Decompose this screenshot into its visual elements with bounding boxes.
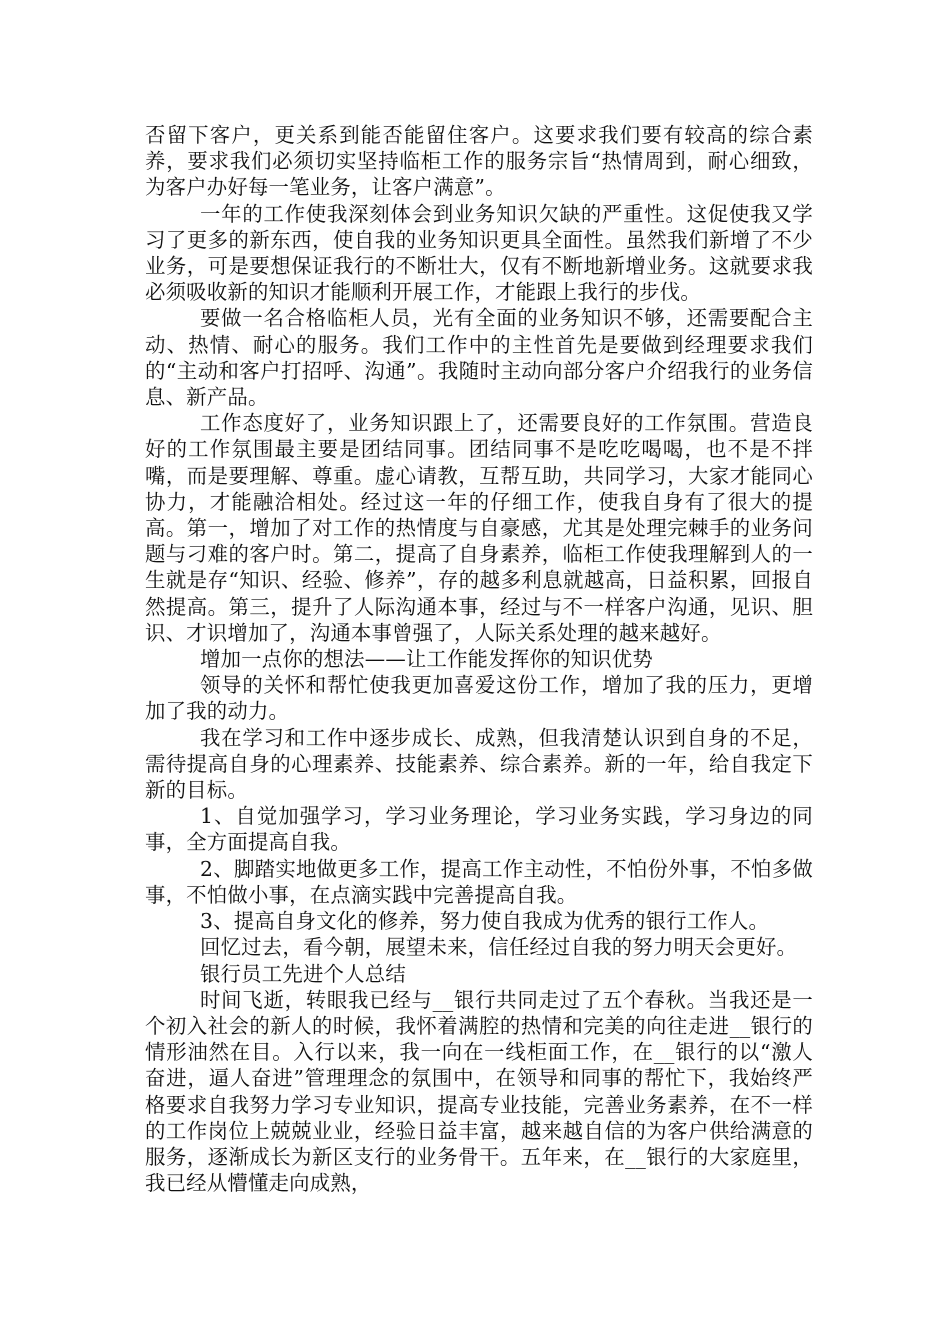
document-body [145,122,813,1196]
paragraph: 工作态度好了，业务知识跟上了，还需要良好的工作氛围。营造良好的工作氛围最主要是团结同事。团结同事不是吃吃喝喝，也不是不拌嘴，而是要理解、尊重。虚心请教，互帮互助，共同学习，大家才能同心协力，才能融洽相处。经过这一年的仔细工作，使我自身有了很大的提高。第一，增加了对工作的热情度与自豪感，尤其是处理完棘手的业务问题与刁难的客户时。第二，提高了自身素养，临柜工作使我理解到人的一生就是存“知识、经验、修养”，存的越多利息就越高，日益积累，回报自然提高。第三，提升了人际沟通本事，经过与不一样客户沟通，见识、胆识、才识增加了，沟通本事曾强了，人际关系处理的越来越好。 [145,411,813,645]
section-heading: 银行员工先进个人总结 [200,961,406,986]
paragraph: 否留下客户，更关系到能否能留住客户。这要求我们要有较高的综合素养，要求我们必须切实坚持临柜工作的服务宗旨“热情周到，耐心细致，为客户办好每一笔业务，让客户满意”。 [145,123,813,200]
list-item: 3、提高自身文化的修养，努力使自我成为优秀的银行工作人。 [200,909,770,934]
list-item: 1、自觉加强学习，学习业务理论，学习业务实践，学习身边的同事，全方面提高自我。 [145,804,813,855]
paragraph: 时间飞逝，转眼我已经与__银行共同走过了五个春秋。当我还是一个初入社会的新人的时候，我怀着满腔的热情和完美的向往走进__银行的情形油然在目。入行以来，我一向在一线柜面工作，在__银行的以“激人奋进，逼人奋进”管理理念的氛围中，在领导和同事的帮忙下，我始终严格要求自我努力学习专业知识，提高专业技能，完善业务素养，在不一样的工作岗位上兢兢业业，经验日益丰富，越来越自信的为客户供给满意的服务，逐渐成长为新区支行的业务骨干。五年来，在__银行的大家庭里，我已经从懵懂走向成熟， [145,987,813,1196]
paragraph: 一年的工作使我深刻体会到业务知识欠缺的严重性。这促使我又学习了更多的新东西，使自我的业务知识更具全面性。虽然我们新增了不少业务，可是要想保证我行的不断壮大，仅有不断地新增业务。这就要求我必须吸收新的知识才能顺利开展工作，才能跟上我行的步伐。 [145,201,813,305]
paragraph: 领导的关怀和帮忙使我更加喜爱这份工作，增加了我的压力，更增加了我的动力。 [145,673,813,724]
paragraph: 我在学习和工作中逐步成长、成熟，但我清楚认识到自身的不足，需待提高自身的心理素养、技能素养、综合素养。新的一年，给自我定下新的目标。 [145,725,813,803]
paragraph: 回忆过去，看今朝，展望未来，信任经过自我的努力明天会更好。 [200,935,798,960]
section-heading: 增加一点你的想法——让工作能发挥你的知识优势 [200,647,653,672]
paragraph: 要做一名合格临柜人员，光有全面的业务知识不够，还需要配合主动、热情、耐心的服务。我们工作中的主性首先是要做到经理要求我们的“主动和客户打招呼、沟通”。我随时主动向部分客户介绍我行的业务信息、新产品。 [145,306,813,410]
list-item: 2、脚踏实地做更多工作，提高工作主动性，不怕份外事，不怕多做事，不怕做小事，在点滴实践中完善提高自我。 [145,856,813,907]
